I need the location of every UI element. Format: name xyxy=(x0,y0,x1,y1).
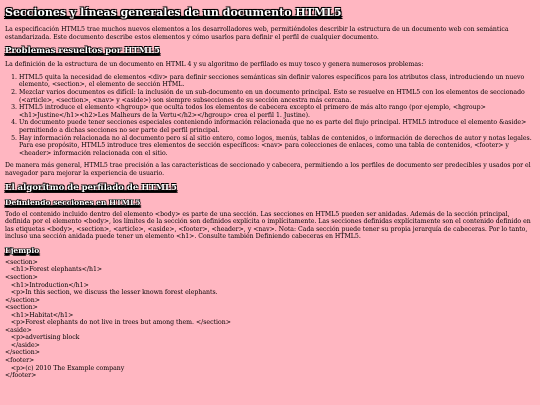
algorithm-subheading: Definiendo secciones en HTML5 xyxy=(5,197,141,207)
code-line: <h1>Introduction</h1> xyxy=(5,281,89,289)
code-line: </aside> xyxy=(5,341,40,349)
code-line: <p>advertising block xyxy=(5,334,80,342)
code-line: <aside> xyxy=(5,326,32,334)
algorithm-heading: El algoritmo de perfilado de HTML5 xyxy=(5,182,177,193)
code-line: <p>In this section, we discuss the lesser known forest elephants. xyxy=(5,289,218,297)
problems-heading: Problemas resueltos por HTML5 xyxy=(5,46,160,57)
code-line: </section> xyxy=(5,296,40,304)
code-line: <h1>Habitat</h1> xyxy=(5,311,74,319)
problems-closing: De manera más general, HTML5 trae precisión a las características de seccionado y cabecera, permitiendo a los perfiles de documento ser predecibles y usados por el navegador para mejorar la experiencia de usuario. xyxy=(5,162,531,177)
code-line: </section> xyxy=(5,349,40,357)
problems-lead: La definición de la estructura de un documento en HTML 4 y su algoritmo de perfilado es muy tosco y genera numerosos problemas: xyxy=(5,61,424,69)
algorithm-paragraph: Todo el contenido incluido dentro del elemento <body> es parte de una sección. Las secciones en HTML5 pueden ser anidadas. Además de la sección principal, definida por el elemento <body>, los límites de la sección son definidos explícita o implícitamente. Las secciones definidas explícitamente son el contenido definido en las etiquetas <body>, <section>, <article>, <aside>, <footer>, <header>, y <nav>. Nota: Cada sección puede tener su propia jerarquía de cabeceras. Por lo tanto, incluso una sección anidada puede tener un elemento <h1>. Consulte también Definiendo cabeceras en HTML5. xyxy=(5,210,531,241)
code-line: <h1>Forest elephants</h1> xyxy=(5,266,103,274)
intro-paragraph: La especificación HTML5 trae muchos nuevos elementos a los desarrolladores web, permitiéndoles describir la estructura de un documento web con semántica estandarizada. Este documento describe estos elementos y cómo usarlos para definir el perfil de cualquier documento. xyxy=(5,26,509,41)
code-line: <p>Forest elephants do not live in trees but among them. </section> xyxy=(5,319,231,327)
example-code xyxy=(5,259,535,380)
code-line: <section> xyxy=(5,304,38,312)
problems-list xyxy=(5,74,535,158)
example-heading: Ejemplo xyxy=(5,245,40,255)
code-line: <footer> xyxy=(5,356,35,364)
code-line: </footer> xyxy=(5,372,37,380)
list-item: 5. Hay información relacionada no al documento pero sí al sitio entero, como logos, menús, tablas de contenidos, o información de derechos de autor y notas legales. Para ese propósito, HTML5 introduce tres elementos de sección específicos: <nav> para colecciones de enlaces, como una tabla de contenidos, <footer> y <header> información relacionada con el sitio. xyxy=(19,135,535,158)
list-item: 1. HTML5 quita la necesidad de elementos <div> para definir secciones semánticas sin definir valores específicos para los atributos class, introduciendo un nuevo elemento, <section>, el elemento de sección HTML. xyxy=(19,74,535,89)
list-item: 4. Un documento puede tener secciones especiales conteniendo información relacionada que no es parte del flujo principal. HTML5 introduce el elemento &aside> permitiendo a dichas secciones no ser parte del perfil principal. xyxy=(19,119,535,134)
list-item: 3. HTML5 introduce el elemento <hgroup> que oculta todos los elementos de cabecera excepto el primero de más alto rango (por ejemplo, <hgroup> <h1>Justine</h1><h2>Les Malheurs de la Vertu</h2></hgroup> crea el perfil 1. Justine). xyxy=(19,104,535,119)
code-line: <section> xyxy=(5,258,38,266)
code-line: <section> xyxy=(5,273,38,281)
list-item: 2. Mezclar varios documentos es difícil: la inclusión de un sub-documento en un documento principal. Esto se resuelve en HTML5 con los elementos de seccionado (<article>, <section>, <nav> y <aside>) son siempre subsecciones de su sección ancestra más cercana. xyxy=(19,89,535,104)
page-title: Secciones y líneas generales de un documento HTML5 xyxy=(5,6,342,19)
code-line: <p>(c) 2010 The Example company xyxy=(5,364,125,372)
